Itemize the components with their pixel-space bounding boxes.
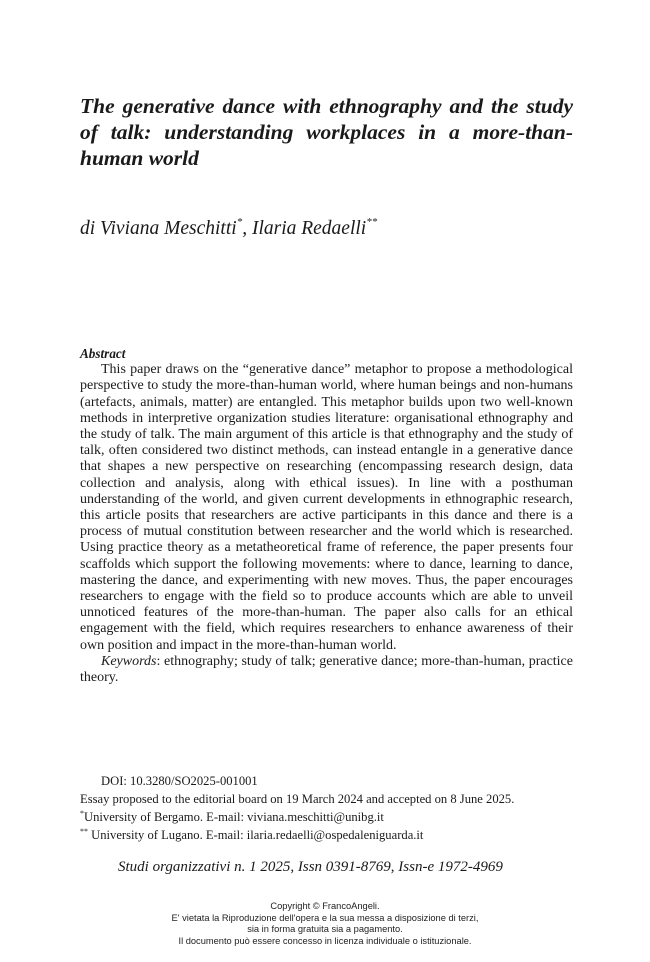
copyright-line: Copyright © FrancoAngeli. bbox=[270, 901, 380, 911]
author-name: Viviana Meschitti bbox=[100, 218, 237, 239]
keywords-label: Keywords bbox=[101, 653, 157, 669]
author-footnote-mark: ** bbox=[366, 216, 378, 228]
abstract-section bbox=[80, 346, 573, 686]
author-name: Ilaria Redaelli bbox=[251, 218, 367, 239]
affiliation-text: University of Lugano. E-mail: ilaria.redaelli@ospedaleniguarda.it bbox=[88, 828, 424, 842]
journal-citation: Studi organizzativi n. 1 2025, Issn 0391-8769, Issn-e 1972-4969 bbox=[118, 859, 503, 875]
doi: DOI: 10.3280/SO2025-001001 bbox=[101, 774, 258, 788]
submission-info: Essay proposed to the editorial board on 19 March 2024 and accepted on 8 June 2025. bbox=[80, 792, 515, 806]
affiliation bbox=[80, 808, 580, 826]
abstract-body: This paper draws on the “generative dance” metaphor to propose a methodological perspective to study the more-than-human world, where human beings and non-humans (artefacts, animals, matter) are entangled. This metaphor builds upon two well-known methods in interpretive organization studies literature: organisational ethnography and the study of talk. The main argument of this article is that ethnography and the study of talk, often considered two distinct methods, can instead entangle in a generative dance that shapes a new perspective on researching (encompassing research design, data collection and analysis, along with ethical issues). In line with a posthuman understanding of the world, and given current developments in ethnographic research, this article posits that researchers are active participants in this dance and there is a process of mutual constitution between researcher and the world which is researched. Using practice theory as a metatheoretical frame of reference, the paper presents four scaffolds which support the following movements: where to dance, learning to dance, mastering the dance, and experimenting with new moves. Thus, the paper encourages researchers to engage with the field so to produce accounts which are able to unveil unnoticed features of the more-than-human. The paper also calls for an ethical engagement with the field, which requires researchers to enhance awareness of their own position and impact in the more-than-human world. bbox=[80, 362, 573, 653]
abstract-heading: Abstract bbox=[80, 346, 126, 361]
affiliation-mark: * bbox=[80, 809, 84, 818]
keywords-line bbox=[80, 654, 573, 686]
author-byline bbox=[80, 218, 580, 240]
affiliation-mark: ** bbox=[80, 827, 88, 836]
copyright-notice bbox=[0, 901, 650, 947]
author-footnote-mark: * bbox=[236, 216, 243, 228]
copyright-line: Il documento può essere concesso in licenza individuale o istituzionale. bbox=[178, 935, 472, 946]
keywords-list: : ethnography; study of talk; generative dance; more-than-human, practice theory. bbox=[80, 653, 573, 686]
byline-prefix: di bbox=[80, 218, 96, 239]
copyright-line: sia in forma gratuita sia a pagamento. bbox=[247, 924, 403, 935]
author-separator: , bbox=[242, 218, 248, 239]
article-metadata bbox=[80, 772, 580, 844]
article-title: The generative dance with ethnography and the study of talk: understanding workplaces in a more-than-human world bbox=[80, 94, 573, 170]
affiliation-text: University of Bergamo. E-mail: viviana.meschitti@unibg.it bbox=[84, 810, 384, 824]
affiliation bbox=[80, 826, 580, 844]
copyright-line: E' vietata la Riproduzione dell'opera e la sua messa a disposizione di terzi, bbox=[171, 912, 479, 923]
